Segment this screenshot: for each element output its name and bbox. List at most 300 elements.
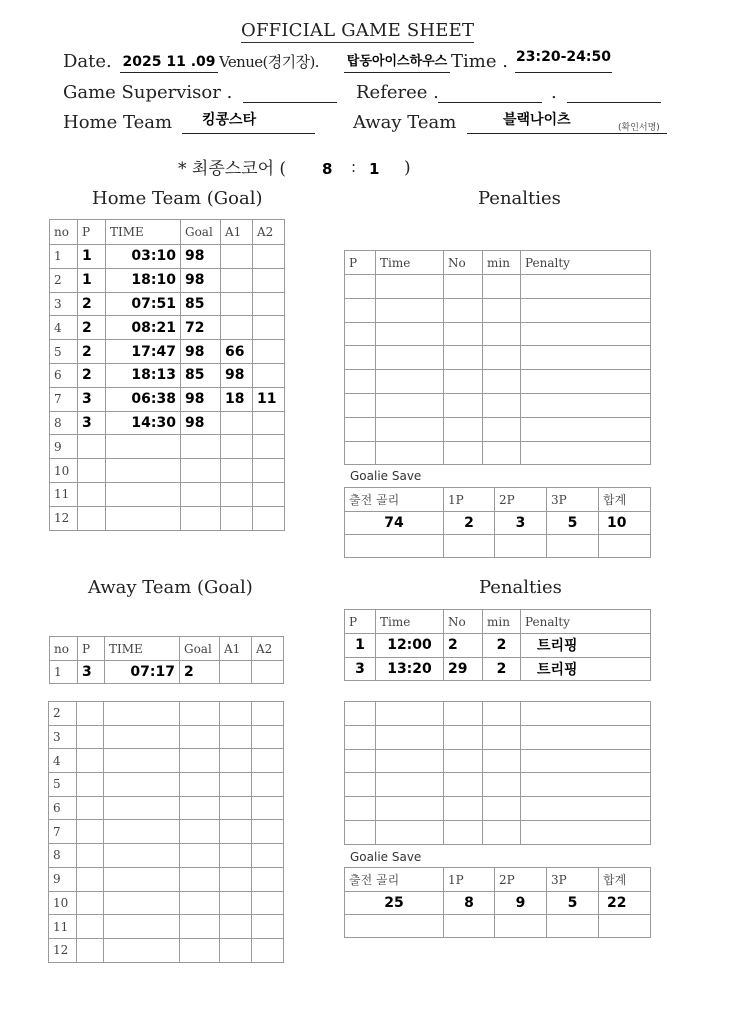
goalie-save-cell-p3[interactable] — [547, 915, 599, 938]
penalty-cell-p[interactable] — [345, 322, 376, 346]
goal-cell-p[interactable] — [78, 506, 106, 530]
table-header-row — [345, 488, 651, 512]
penalty-cell-p[interactable] — [345, 773, 376, 797]
goal-cell-p[interactable]: 3 — [78, 661, 105, 684]
goal-cell-p[interactable]: 2 — [78, 340, 106, 364]
table-row — [50, 387, 285, 411]
penalty-cell-min[interactable]: 2 — [483, 657, 521, 681]
penalty-cell-penalty[interactable]: 트리핑 — [521, 657, 651, 681]
goal-cell-no: 5 — [49, 773, 77, 797]
penalty-cell-no[interactable] — [444, 820, 483, 844]
table-row — [50, 340, 285, 364]
supervisor-field[interactable] — [243, 81, 337, 103]
column-header: P — [345, 610, 376, 634]
goal-cell-no: 5 — [50, 340, 78, 364]
goal-cell-a1[interactable] — [221, 411, 253, 435]
penalty-cell-penalty[interactable] — [521, 441, 651, 465]
table-row — [49, 796, 284, 820]
goal-cell-a1[interactable] — [220, 796, 252, 820]
penalty-cell-min[interactable] — [483, 393, 521, 417]
goal-cell-a1[interactable] — [221, 292, 253, 316]
goal-cell-goal[interactable] — [180, 725, 220, 749]
goal-cell-a1[interactable] — [220, 915, 252, 939]
goalie-save-cell-p3[interactable]: 5 — [547, 512, 599, 535]
goalie-save-cell-goalie[interactable]: 25 — [345, 892, 444, 915]
goal-cell-a1[interactable]: 66 — [221, 340, 253, 364]
penalty-cell-min[interactable] — [483, 820, 521, 844]
penalty-cell-p[interactable] — [345, 441, 376, 465]
table-row — [345, 797, 651, 821]
goal-cell-no: 8 — [50, 411, 78, 435]
goal-cell-p[interactable] — [77, 844, 104, 868]
table-row — [345, 370, 651, 394]
goal-cell-a1[interactable] — [221, 245, 253, 269]
goal-cell-time[interactable] — [104, 915, 180, 939]
goalie-save-cell-goalie[interactable]: 74 — [345, 512, 444, 535]
goalie-save-cell-goalie[interactable] — [345, 915, 444, 938]
penalty-cell-no[interactable] — [444, 298, 483, 322]
goal-cell-time[interactable] — [104, 796, 180, 820]
goal-cell-goal[interactable] — [181, 459, 221, 483]
penalty-cell-p[interactable]: 3 — [345, 657, 376, 681]
table-header-row — [50, 637, 284, 661]
column-header: Goal — [181, 220, 221, 245]
penalty-cell-no[interactable] — [444, 725, 483, 749]
goal-cell-a1[interactable]: 98 — [221, 363, 253, 387]
penalty-cell-time[interactable] — [376, 370, 444, 394]
date-value: 2025 11 .09 — [122, 54, 216, 70]
goal-cell-a1[interactable] — [221, 268, 253, 292]
goal-cell-a2[interactable] — [253, 245, 285, 269]
goal-cell-time[interactable] — [106, 506, 181, 530]
column-header: 1P — [444, 488, 495, 512]
penalty-cell-penalty[interactable] — [521, 275, 651, 299]
time-value: 23:20-24:50 — [516, 49, 611, 65]
table-row — [345, 512, 651, 535]
goal-cell-p[interactable] — [78, 435, 106, 459]
goal-cell-no: 1 — [50, 245, 78, 269]
goal-cell-time[interactable] — [104, 749, 180, 773]
referee-field-1[interactable] — [438, 81, 542, 103]
goal-cell-a1[interactable] — [221, 316, 253, 340]
goal-cell-time[interactable]: 07:51 — [106, 292, 181, 316]
away-goals-title: Away Team (Goal) — [88, 577, 253, 598]
goal-cell-a1[interactable] — [221, 506, 253, 530]
goal-cell-time[interactable]: 18:13 — [106, 363, 181, 387]
table-row — [345, 634, 651, 658]
goal-cell-time[interactable] — [104, 938, 180, 962]
goal-cell-p[interactable] — [77, 820, 104, 844]
penalty-cell-time[interactable] — [376, 773, 444, 797]
penalty-cell-time[interactable] — [376, 749, 444, 773]
penalty-cell-p[interactable] — [345, 393, 376, 417]
goalie-save-cell-p2[interactable] — [495, 535, 547, 558]
goal-cell-goal[interactable] — [180, 867, 220, 891]
penalty-cell-p[interactable] — [345, 797, 376, 821]
goalie-save-cell-p2[interactable] — [495, 915, 547, 938]
penalty-cell-time[interactable] — [376, 441, 444, 465]
goal-cell-goal[interactable] — [180, 844, 220, 868]
goal-cell-time[interactable] — [104, 702, 180, 726]
away-penalties-title: Penalties — [479, 577, 562, 598]
table-header-row — [345, 610, 651, 634]
goal-cell-time[interactable]: 03:10 — [106, 245, 181, 269]
penalty-cell-min[interactable] — [483, 346, 521, 370]
penalty-cell-time[interactable] — [376, 298, 444, 322]
penalty-cell-no[interactable]: 29 — [444, 657, 483, 681]
goal-cell-p[interactable]: 2 — [78, 363, 106, 387]
penalty-cell-penalty[interactable] — [521, 346, 651, 370]
goal-cell-time[interactable] — [106, 435, 181, 459]
goal-cell-time[interactable]: 06:38 — [106, 387, 181, 411]
goal-cell-a1[interactable] — [220, 725, 252, 749]
goal-cell-p[interactable] — [77, 773, 104, 797]
goal-cell-p[interactable] — [77, 867, 104, 891]
away-penalties-table — [344, 609, 651, 681]
goalie-save-cell-total[interactable]: 22 — [599, 892, 651, 915]
penalty-cell-time[interactable]: 12:00 — [376, 634, 444, 658]
penalty-cell-min[interactable] — [483, 322, 521, 346]
goal-cell-time[interactable] — [104, 867, 180, 891]
final-score-home[interactable]: 8 — [322, 160, 333, 178]
goal-cell-p[interactable] — [77, 796, 104, 820]
goal-cell-a1[interactable] — [220, 867, 252, 891]
goal-cell-a2[interactable] — [253, 435, 285, 459]
goal-cell-a2[interactable] — [252, 661, 284, 684]
goal-cell-goal[interactable]: 85 — [181, 363, 221, 387]
goal-cell-p[interactable]: 1 — [78, 245, 106, 269]
referee-separator: . — [551, 82, 557, 103]
final-score-separator: : — [351, 158, 357, 176]
goal-cell-a2[interactable] — [252, 796, 284, 820]
penalty-cell-penalty[interactable] — [521, 749, 651, 773]
goal-cell-a2[interactable] — [253, 411, 285, 435]
goal-cell-goal[interactable] — [181, 435, 221, 459]
table-header-row — [345, 251, 651, 275]
penalty-cell-min[interactable] — [483, 797, 521, 821]
goal-cell-goal[interactable]: 98 — [181, 268, 221, 292]
goal-cell-no: 4 — [50, 316, 78, 340]
table-row — [49, 844, 284, 868]
away-penalties-table-continued — [344, 701, 651, 845]
goal-cell-goal[interactable]: 98 — [181, 387, 221, 411]
goal-cell-time[interactable] — [104, 891, 180, 915]
penalty-cell-time[interactable] — [376, 346, 444, 370]
sheet-title: OFFICIAL GAME SHEET — [241, 20, 475, 41]
goalie-save-cell-p3[interactable]: 5 — [547, 892, 599, 915]
penalty-cell-time[interactable]: 13:20 — [376, 657, 444, 681]
penalty-cell-penalty[interactable] — [521, 820, 651, 844]
goal-cell-a1[interactable] — [220, 891, 252, 915]
goal-cell-a2[interactable] — [253, 268, 285, 292]
column-header: 2P — [495, 488, 547, 512]
penalty-cell-p[interactable] — [345, 702, 376, 726]
penalty-cell-no[interactable] — [444, 702, 483, 726]
goal-cell-time[interactable]: 07:17 — [105, 661, 180, 684]
goal-cell-a1[interactable] — [220, 702, 252, 726]
column-header: P — [78, 637, 105, 661]
penalty-cell-p[interactable] — [345, 749, 376, 773]
table-row — [49, 702, 284, 726]
penalty-cell-penalty[interactable] — [521, 702, 651, 726]
penalty-cell-time[interactable] — [376, 417, 444, 441]
goal-cell-a1[interactable] — [221, 482, 253, 506]
referee-field-2[interactable] — [567, 81, 661, 103]
penalty-cell-time[interactable] — [376, 322, 444, 346]
goal-cell-goal[interactable]: 98 — [181, 340, 221, 364]
column-header: No — [444, 251, 483, 275]
penalty-cell-no[interactable] — [444, 749, 483, 773]
penalty-cell-min[interactable] — [483, 702, 521, 726]
penalty-cell-time[interactable] — [376, 820, 444, 844]
column-header: A2 — [252, 637, 284, 661]
penalty-cell-no[interactable] — [444, 322, 483, 346]
table-row — [50, 316, 285, 340]
home-goals-table — [49, 219, 285, 531]
goal-cell-time[interactable]: 18:10 — [106, 268, 181, 292]
penalty-cell-time[interactable] — [376, 393, 444, 417]
penalty-cell-penalty[interactable] — [521, 370, 651, 394]
column-header: 3P — [547, 488, 599, 512]
home-goalie-save-label: Goalie Save — [350, 469, 422, 483]
goal-cell-a2[interactable] — [252, 915, 284, 939]
goal-cell-time[interactable]: 17:47 — [106, 340, 181, 364]
penalty-cell-p[interactable]: 1 — [345, 634, 376, 658]
goal-cell-no: 8 — [49, 844, 77, 868]
goalie-save-cell-p2[interactable]: 9 — [495, 892, 547, 915]
goalie-save-cell-total[interactable] — [599, 535, 651, 558]
penalty-cell-min[interactable]: 2 — [483, 634, 521, 658]
goal-cell-a2[interactable] — [252, 820, 284, 844]
penalty-cell-p[interactable] — [345, 820, 376, 844]
goal-cell-a2[interactable] — [252, 891, 284, 915]
penalty-cell-no[interactable] — [444, 346, 483, 370]
goalie-save-cell-p1[interactable] — [444, 915, 495, 938]
column-header: A1 — [221, 220, 253, 245]
goal-cell-a2[interactable] — [253, 340, 285, 364]
goal-cell-no: 10 — [49, 891, 77, 915]
time-field[interactable] — [515, 46, 612, 73]
goal-cell-time[interactable]: 14:30 — [106, 411, 181, 435]
goal-cell-a1[interactable] — [220, 749, 252, 773]
goal-cell-a2[interactable] — [252, 938, 284, 962]
penalty-cell-min[interactable] — [483, 773, 521, 797]
goalie-save-cell-p1[interactable] — [444, 535, 495, 558]
venue-field[interactable] — [344, 51, 450, 73]
away-goals-table-continued — [48, 701, 284, 963]
goal-cell-a1[interactable] — [220, 661, 252, 684]
penalty-cell-penalty[interactable]: 트리핑 — [521, 634, 651, 658]
goal-cell-a2[interactable] — [253, 459, 285, 483]
penalty-cell-min[interactable] — [483, 275, 521, 299]
goal-cell-a2[interactable] — [252, 702, 284, 726]
goal-cell-a2[interactable] — [252, 773, 284, 797]
goalie-save-cell-total[interactable]: 10 — [599, 512, 651, 535]
column-header: 출전 골리 — [345, 868, 444, 892]
penalty-cell-no[interactable] — [444, 393, 483, 417]
penalty-cell-min[interactable] — [483, 417, 521, 441]
goal-cell-a2[interactable] — [253, 482, 285, 506]
date-field[interactable] — [120, 51, 218, 73]
table-row — [345, 322, 651, 346]
goal-cell-a1[interactable] — [221, 459, 253, 483]
column-header: P — [345, 251, 376, 275]
penalty-cell-p[interactable] — [345, 417, 376, 441]
goal-cell-goal[interactable]: 98 — [181, 411, 221, 435]
goal-cell-p[interactable] — [78, 459, 106, 483]
goal-cell-a2[interactable]: 11 — [253, 387, 285, 411]
goal-cell-no: 3 — [50, 292, 78, 316]
goal-cell-time[interactable] — [106, 482, 181, 506]
penalty-cell-p[interactable] — [345, 725, 376, 749]
home-team-label: Home Team — [63, 112, 173, 133]
goal-cell-time[interactable] — [106, 459, 181, 483]
goal-cell-a2[interactable] — [252, 725, 284, 749]
penalty-cell-penalty[interactable] — [521, 417, 651, 441]
goal-cell-a2[interactable] — [253, 292, 285, 316]
goal-cell-a1[interactable]: 18 — [221, 387, 253, 411]
goal-cell-goal[interactable]: 72 — [181, 316, 221, 340]
table-row — [49, 867, 284, 891]
goal-cell-p[interactable] — [78, 482, 106, 506]
penalty-cell-no[interactable] — [444, 275, 483, 299]
goal-cell-time[interactable] — [104, 820, 180, 844]
penalty-cell-penalty[interactable] — [521, 725, 651, 749]
goal-cell-p[interactable] — [77, 702, 104, 726]
penalty-cell-min[interactable] — [483, 298, 521, 322]
goal-cell-goal[interactable] — [180, 749, 220, 773]
goal-cell-goal[interactable]: 98 — [181, 245, 221, 269]
goal-cell-a2[interactable] — [252, 867, 284, 891]
penalty-cell-penalty[interactable] — [521, 797, 651, 821]
goal-cell-a2[interactable] — [252, 844, 284, 868]
penalty-cell-time[interactable] — [376, 275, 444, 299]
table-row — [50, 459, 285, 483]
goalie-save-cell-goalie[interactable] — [345, 535, 444, 558]
goal-cell-no: 9 — [50, 435, 78, 459]
column-header: min — [483, 610, 521, 634]
goal-cell-p[interactable] — [77, 915, 104, 939]
supervisor-label: Game Supervisor . — [63, 82, 233, 103]
penalty-cell-no[interactable]: 2 — [444, 634, 483, 658]
goal-cell-p[interactable]: 2 — [78, 292, 106, 316]
goal-cell-goal[interactable] — [180, 702, 220, 726]
goal-cell-p[interactable]: 1 — [78, 268, 106, 292]
column-header: A2 — [253, 220, 285, 245]
penalty-cell-no[interactable] — [444, 370, 483, 394]
table-row — [345, 820, 651, 844]
goal-cell-a2[interactable] — [253, 363, 285, 387]
penalty-cell-time[interactable] — [376, 797, 444, 821]
goal-cell-a1[interactable] — [220, 820, 252, 844]
goal-cell-time[interactable] — [104, 844, 180, 868]
goal-cell-a2[interactable] — [252, 749, 284, 773]
penalty-cell-min[interactable] — [483, 725, 521, 749]
penalty-cell-penalty[interactable] — [521, 322, 651, 346]
table-row — [50, 268, 285, 292]
goalie-save-cell-p1[interactable]: 2 — [444, 512, 495, 535]
goal-cell-a1[interactable] — [220, 844, 252, 868]
goal-cell-no: 11 — [50, 482, 78, 506]
penalty-cell-time[interactable] — [376, 725, 444, 749]
table-row — [345, 657, 651, 681]
penalty-cell-no[interactable] — [444, 797, 483, 821]
penalty-cell-time[interactable] — [376, 702, 444, 726]
penalty-cell-penalty[interactable] — [521, 298, 651, 322]
penalty-cell-p[interactable] — [345, 298, 376, 322]
goal-cell-p[interactable] — [77, 938, 104, 962]
goal-cell-goal[interactable] — [180, 938, 220, 962]
goal-cell-p[interactable] — [77, 891, 104, 915]
goal-cell-p[interactable] — [77, 725, 104, 749]
goal-cell-goal[interactable]: 85 — [181, 292, 221, 316]
goal-cell-p[interactable]: 3 — [78, 387, 106, 411]
goal-cell-a1[interactable] — [220, 938, 252, 962]
goal-cell-no: 12 — [49, 938, 77, 962]
goal-cell-goal[interactable] — [180, 796, 220, 820]
goal-cell-goal[interactable] — [180, 773, 220, 797]
goal-cell-time[interactable]: 08:21 — [106, 316, 181, 340]
goal-cell-goal[interactable]: 2 — [180, 661, 220, 684]
column-header: 1P — [444, 868, 495, 892]
penalty-cell-p[interactable] — [345, 275, 376, 299]
penalty-cell-penalty[interactable] — [521, 773, 651, 797]
goal-cell-a1[interactable] — [221, 435, 253, 459]
goal-cell-a1[interactable] — [220, 773, 252, 797]
penalty-cell-no[interactable] — [444, 417, 483, 441]
table-row — [345, 702, 651, 726]
goal-cell-p[interactable]: 3 — [78, 411, 106, 435]
column-header: A1 — [220, 637, 252, 661]
goal-cell-p[interactable]: 2 — [78, 316, 106, 340]
penalty-cell-min[interactable] — [483, 749, 521, 773]
penalty-cell-p[interactable] — [345, 346, 376, 370]
penalty-cell-p[interactable] — [345, 370, 376, 394]
penalty-cell-no[interactable] — [444, 441, 483, 465]
column-header: no — [50, 220, 78, 245]
goalie-save-cell-p3[interactable] — [547, 535, 599, 558]
penalty-cell-penalty[interactable] — [521, 393, 651, 417]
away-goalie-save-table — [344, 867, 651, 938]
goal-cell-p[interactable] — [77, 749, 104, 773]
goal-cell-goal[interactable] — [180, 820, 220, 844]
column-header: Penalty — [521, 610, 651, 634]
penalty-cell-min[interactable] — [483, 441, 521, 465]
home-team-field[interactable] — [182, 110, 315, 134]
goal-cell-a2[interactable] — [253, 316, 285, 340]
goal-cell-no: 7 — [50, 387, 78, 411]
final-score-close: ) — [404, 158, 411, 178]
goal-cell-goal[interactable] — [180, 915, 220, 939]
goal-cell-a2[interactable] — [253, 506, 285, 530]
goal-cell-no: 6 — [49, 796, 77, 820]
table-row — [50, 245, 285, 269]
goalie-save-cell-total[interactable] — [599, 915, 651, 938]
table-row — [345, 441, 651, 465]
goal-cell-time[interactable] — [104, 725, 180, 749]
goal-cell-time[interactable] — [104, 773, 180, 797]
penalty-cell-min[interactable] — [483, 370, 521, 394]
final-score-away[interactable]: 1 — [369, 160, 380, 178]
table-row — [49, 725, 284, 749]
goal-cell-no: 1 — [50, 661, 78, 684]
goal-cell-goal[interactable] — [180, 891, 220, 915]
goalie-save-cell-p1[interactable]: 8 — [444, 892, 495, 915]
penalty-cell-no[interactable] — [444, 773, 483, 797]
goalie-save-cell-p2[interactable]: 3 — [495, 512, 547, 535]
goal-cell-goal[interactable] — [181, 506, 221, 530]
goal-cell-goal[interactable] — [181, 482, 221, 506]
